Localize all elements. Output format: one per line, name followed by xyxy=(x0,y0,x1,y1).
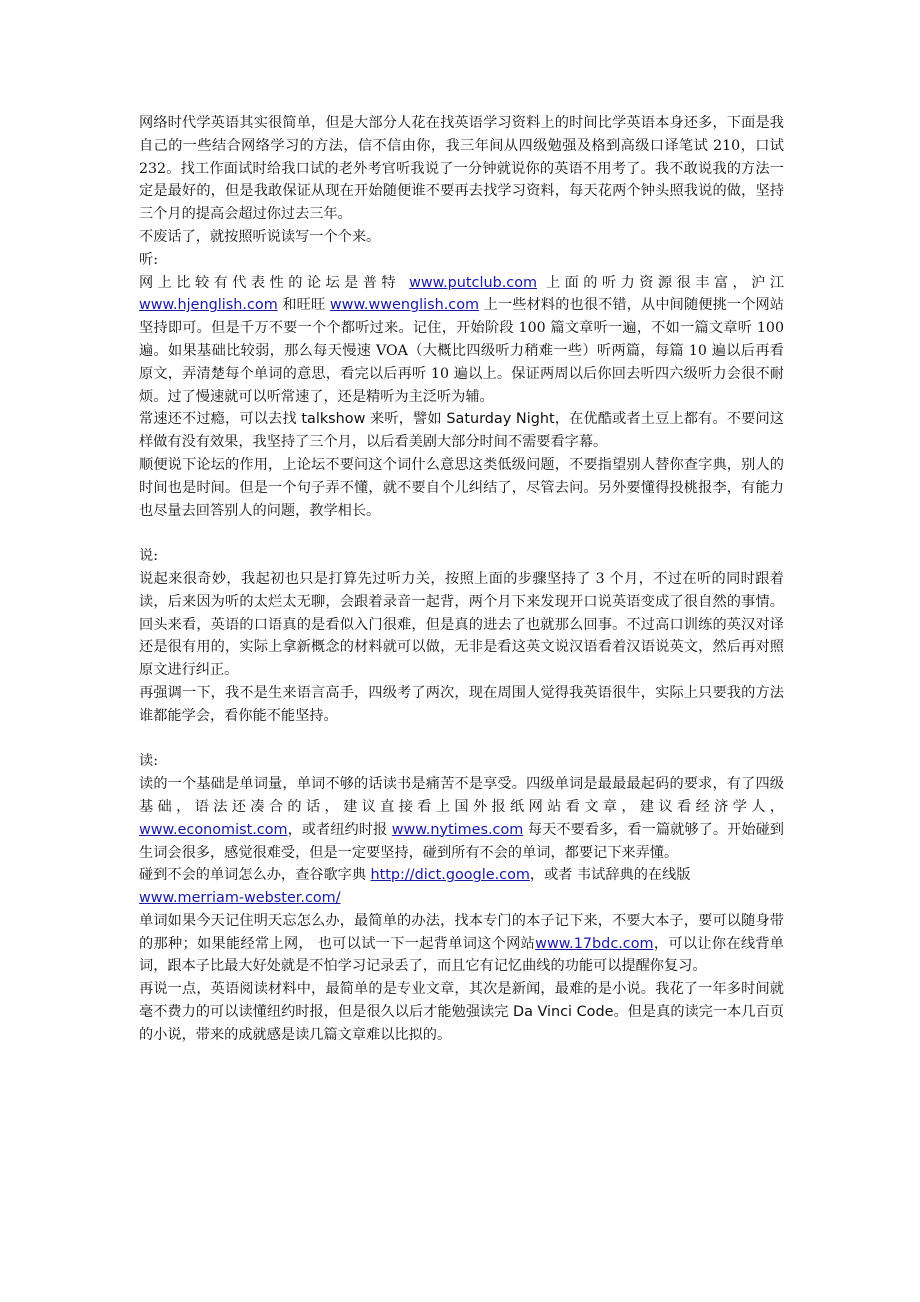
text-run: 。但是真的读完一本几百页的小说，带来的成就感是读几篇文章难以比拟的。 xyxy=(139,1004,784,1043)
spacer xyxy=(139,728,784,751)
text-run: 网上比较有代表性的论坛是普特 xyxy=(139,274,410,291)
read-heading: 读: xyxy=(139,753,158,770)
listen-paragraph-1 xyxy=(139,272,784,409)
text-run: 常速还不过瘾，可以去找 xyxy=(139,411,302,428)
text-run: ，或者纽约时报 xyxy=(287,821,392,838)
read-paragraph-4 xyxy=(139,978,784,1046)
economist-link[interactable]: www.economist.com xyxy=(139,821,288,838)
listen-paragraph-2 xyxy=(139,408,784,454)
google-dict-link[interactable]: http://dict.google.com xyxy=(370,867,530,884)
merriam-webster-link[interactable]: www.merriam-webster.com/ xyxy=(139,890,341,907)
speak-paragraph-2: 再强调一下，我不是生来语言高手，四级考了两次，现在周围人觉得我英语很牛，实际上只要我的方法谁都能学会，看你能不能坚持。 xyxy=(139,684,784,724)
read-paragraph-2 xyxy=(139,864,784,910)
text-run: ，或者 韦试辞典的在线版 xyxy=(529,867,691,884)
listen-paragraph-3: 顺便说下论坛的作用，上论坛不要问这个词什么意思这类低级问题，不要指望别人替你查字典，别人的时间也是时间。但是一个句子弄不懂，就不要自个儿纠结了，尽管去问。另外要懂得投桃报李，有能力也尽量去回答别人的问题，教学相长。 xyxy=(139,456,784,519)
speak-heading: 说: xyxy=(139,548,158,565)
read-paragraph-1 xyxy=(139,773,784,864)
17bdc-link[interactable]: www.17bdc.com xyxy=(535,935,654,952)
read-paragraph-3 xyxy=(139,910,784,978)
text-run: 再说一点，英语阅读材料中，最简单的是专业文章，其次是新闻，最难的是小说。我花了一年多时间就毫不费力的可以读懂纽约时报，但是很久以后才能勉强读完 xyxy=(139,981,784,1021)
text-run: ，可以让你在线背单词，跟本子比最大好处就是不怕学习记录丢了，而且它有记忆曲线的功能可以提醒你复习。 xyxy=(139,935,784,975)
text-run: ，在优酷或者土豆上都有。不要问这样做有没有效果，我坚持了三个月，以后看美剧大部分时间不需要看字幕。 xyxy=(139,411,784,451)
text-run: Saturday Night xyxy=(446,411,555,428)
text-run: 每天不要看多，看一篇就够了。开始碰到生词会很多，感觉很难受，但是一定要坚持，碰到所有不会的单词，都要记下来弄懂。 xyxy=(139,821,784,861)
text-run: Da Vinci Code xyxy=(512,1004,614,1021)
intro-paragraph: 网络时代学英语其实很简单，但是大部分人花在找英语学习资料上的时间比学英语本身还多，下面是我自己的一些结合网络学习的方法，信不信由你，我三年间从四级勉强及格到高级口译笔试 210，口试 232。找工作面试时给我口试的老外考官听我说了一分钟就说你的英语不用考了。我不敢说我的方法一定是最好的，但是我敢保证从现在开始随便谁不要再去找学习资料，每天花两个钟头照我说的做，坚持三个月的提高会超过你过去三年。 xyxy=(139,115,784,223)
text-run: 读的一个基础是单词量，单词不够的话读书是痛苦不是享受。四级单词是最最最起码的要求，有了四级基础，语法还凑合的话，建议直接看上国外报纸网站看文章，建议看经济学人， xyxy=(139,776,784,815)
text-run: 上面的听力资源很丰富，沪江 xyxy=(537,274,785,291)
text-run: talkshow xyxy=(301,411,366,428)
spacer xyxy=(139,522,784,545)
putclub-link[interactable]: www.putclub.com xyxy=(409,274,538,291)
text-run: 和旺旺 xyxy=(277,297,330,314)
hjenglish-link[interactable]: www.hjenglish.com xyxy=(139,297,278,314)
text-run: 单词如果今天记住明天忘怎么办，最简单的办法，找本专门的本子记下来，不要大本子，要可以随身带的那种；如果能经常上网， 也可以试一下一起背单词这个网站 xyxy=(139,912,784,952)
speak-paragraph-1: 说起来很奇妙，我起初也只是打算先过听力关，按照上面的步骤坚持了 3 个月，不过在听的同时跟着读，后来因为听的太烂太无聊，会跟着录音一起背，两个月下来发现开口说英语变成了很自然的事情。回头来看，英语的口语真的是看似入门很难，但是真的进去了也就那么回事。不过高口训练的英汉对译还是很有用的，实际上拿新概念的材料就可以做，无非是看这英文说汉语看着汉语说英文，然后再对照原文进行纠正。 xyxy=(139,570,784,679)
nytimes-link[interactable]: www.nytimes.com xyxy=(391,821,524,838)
document-body xyxy=(139,112,784,1047)
wwenglish-link[interactable]: www.wwenglish.com xyxy=(329,297,480,314)
listen-heading: 听: xyxy=(139,251,158,268)
text-run: 碰到不会的单词怎么办，查谷歌字典 xyxy=(139,867,371,884)
transition-paragraph: 不废话了，就按照听说读写一个个来。 xyxy=(139,228,381,245)
text-run: 来听，譬如 xyxy=(365,411,447,428)
text-run: 上一些材料的也很不错，从中间随便挑一个网站坚持即可。但是千万不要一个个都听过来。记住，开始阶段 100 篇文章听一遍，不如一篇文章听 100 遍。如果基础比较弱，那么每天慢速 VOA（大概比四级听力稍难一些）听两篇，每篇 10 遍以后再看原文，弄清楚每个单词的意思，看完以后再听 10 遍以上。保证两周以后你回去听四六级听力会很不耐烦。过了慢速就可以听常速了，还是精听为主泛听为辅。 xyxy=(139,297,784,405)
